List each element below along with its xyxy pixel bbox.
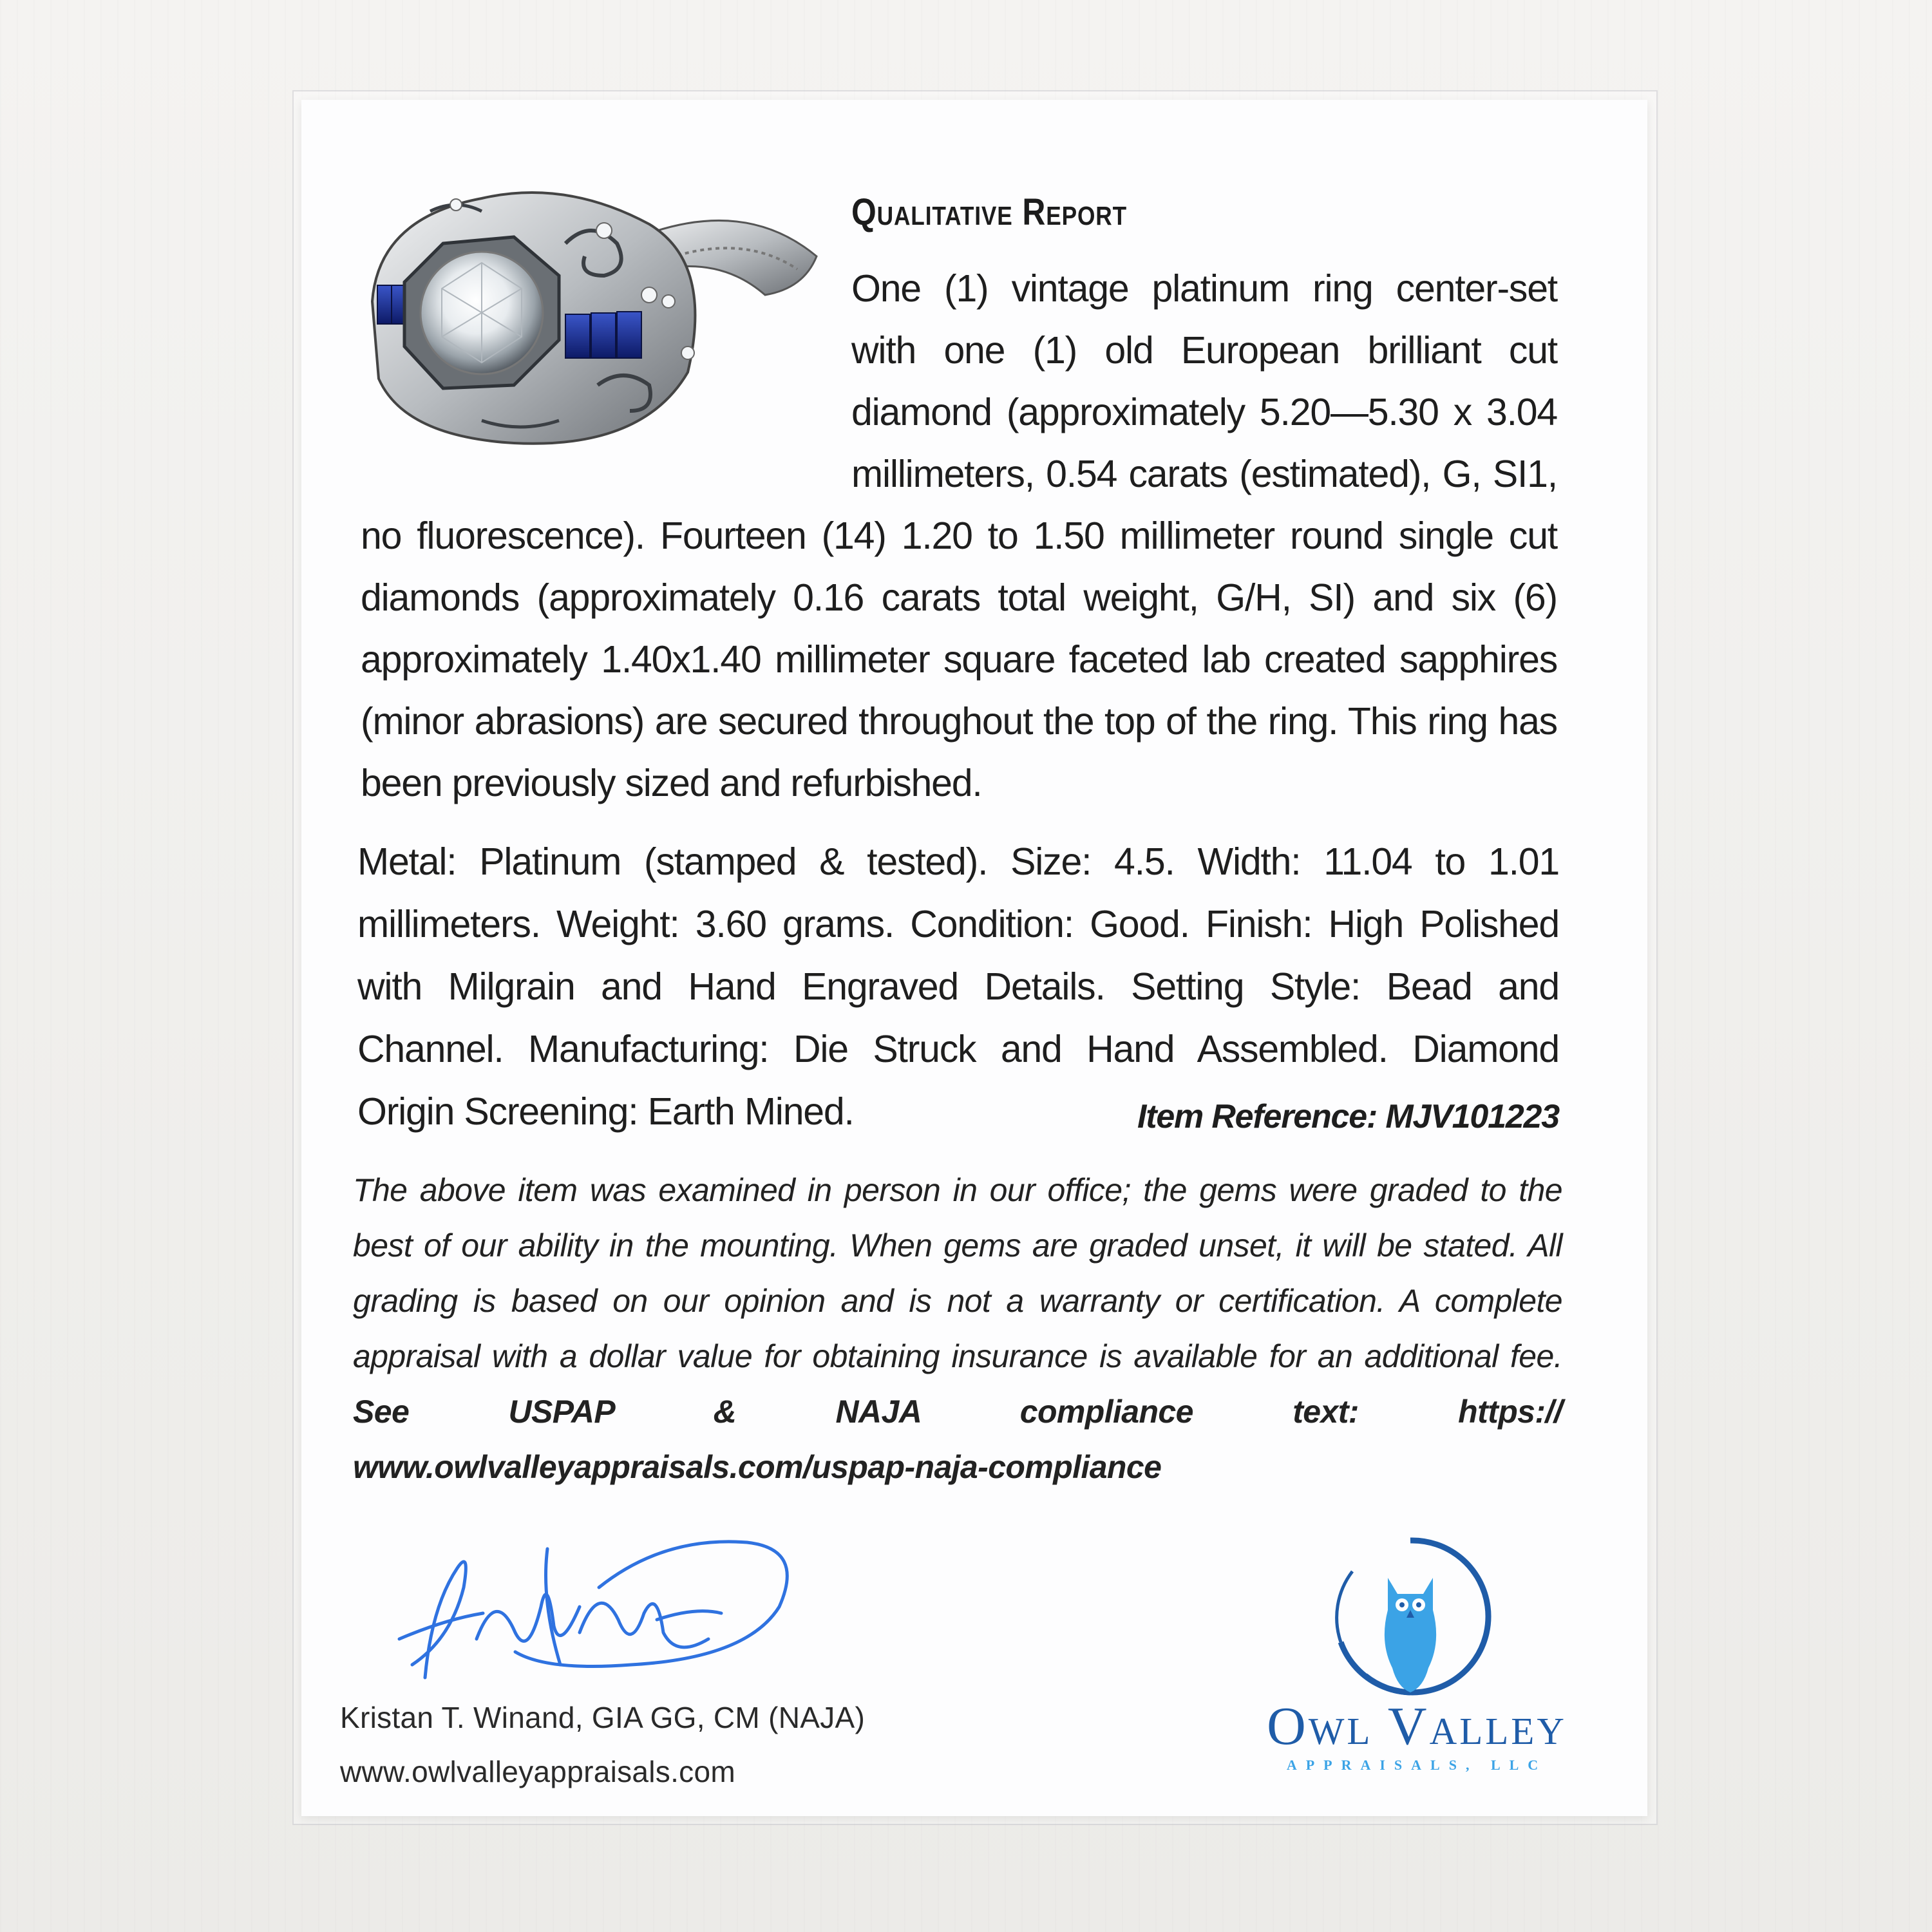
disclaimer-text: The above item was examined in person in our office; the gems were graded to the best of our ability in the mounting. When gems are graded unset, it will be stated. All grading is based on our opinion and is not a warranty or certification. A complete appraisal with a dollar value for obtaining insurance is available for an additional fee.: [353, 1172, 1562, 1374]
report-description: [361, 258, 1557, 814]
specs-text: Metal: Platinum (stamped & tested). Size: 4.5. Width: 11.04 to 1.01 millimeters. Weight: 3.60 grams. Condition: Good. Finish: High Polished with Milgrain and Hand Engraved Details. Setting Style: Bead and Channel. Manufacturing: Die Struck and Hand Assembled. Diamond Origin Screening: Earth Mined.: [357, 840, 1559, 1133]
brand-subtitle: APPRAISALS, LLC: [1286, 1757, 1548, 1773]
report-title: Qualitative Report: [851, 191, 1128, 233]
item-reference: Item Reference: MJV101223: [1137, 1098, 1559, 1135]
brand-name: Owl Valley: [1267, 1696, 1567, 1756]
report-specs: [357, 831, 1559, 1148]
signer-name: Kristan T. Winand, GIA GG, CM (NAJA): [340, 1701, 866, 1734]
signature: [386, 1510, 811, 1703]
website-link[interactable]: www.owlvalleyappraisals.com: [340, 1755, 735, 1788]
compliance-link[interactable]: See USPAP & NAJA compliance text: https:// www.owlvalleyappraisals.com/uspap-naja-compliance: [353, 1394, 1562, 1485]
owl-icon: [1327, 1533, 1494, 1700]
description-text: One (1) vintage platinum ring center-set with one (1) old European brilliant cut diamond (approximately 5.20—5.30 x 3.04 millimeters, 0.54 carats (estimated), G, SI1, no fluorescence). Fourteen (14) 1.20 to 1.50 millimeter round single cut diamonds (approximately 0.16 carats total weight, G/H, SI) and six (6) approximately 1.40x1.40 millimeter square faceted lab created sapphires (minor abrasions) are secured throughout the top of the ring. This ring has been previously sized and refurbished.: [361, 267, 1557, 804]
photo-spacer: [361, 258, 851, 505]
disclaimer: [353, 1162, 1562, 1495]
